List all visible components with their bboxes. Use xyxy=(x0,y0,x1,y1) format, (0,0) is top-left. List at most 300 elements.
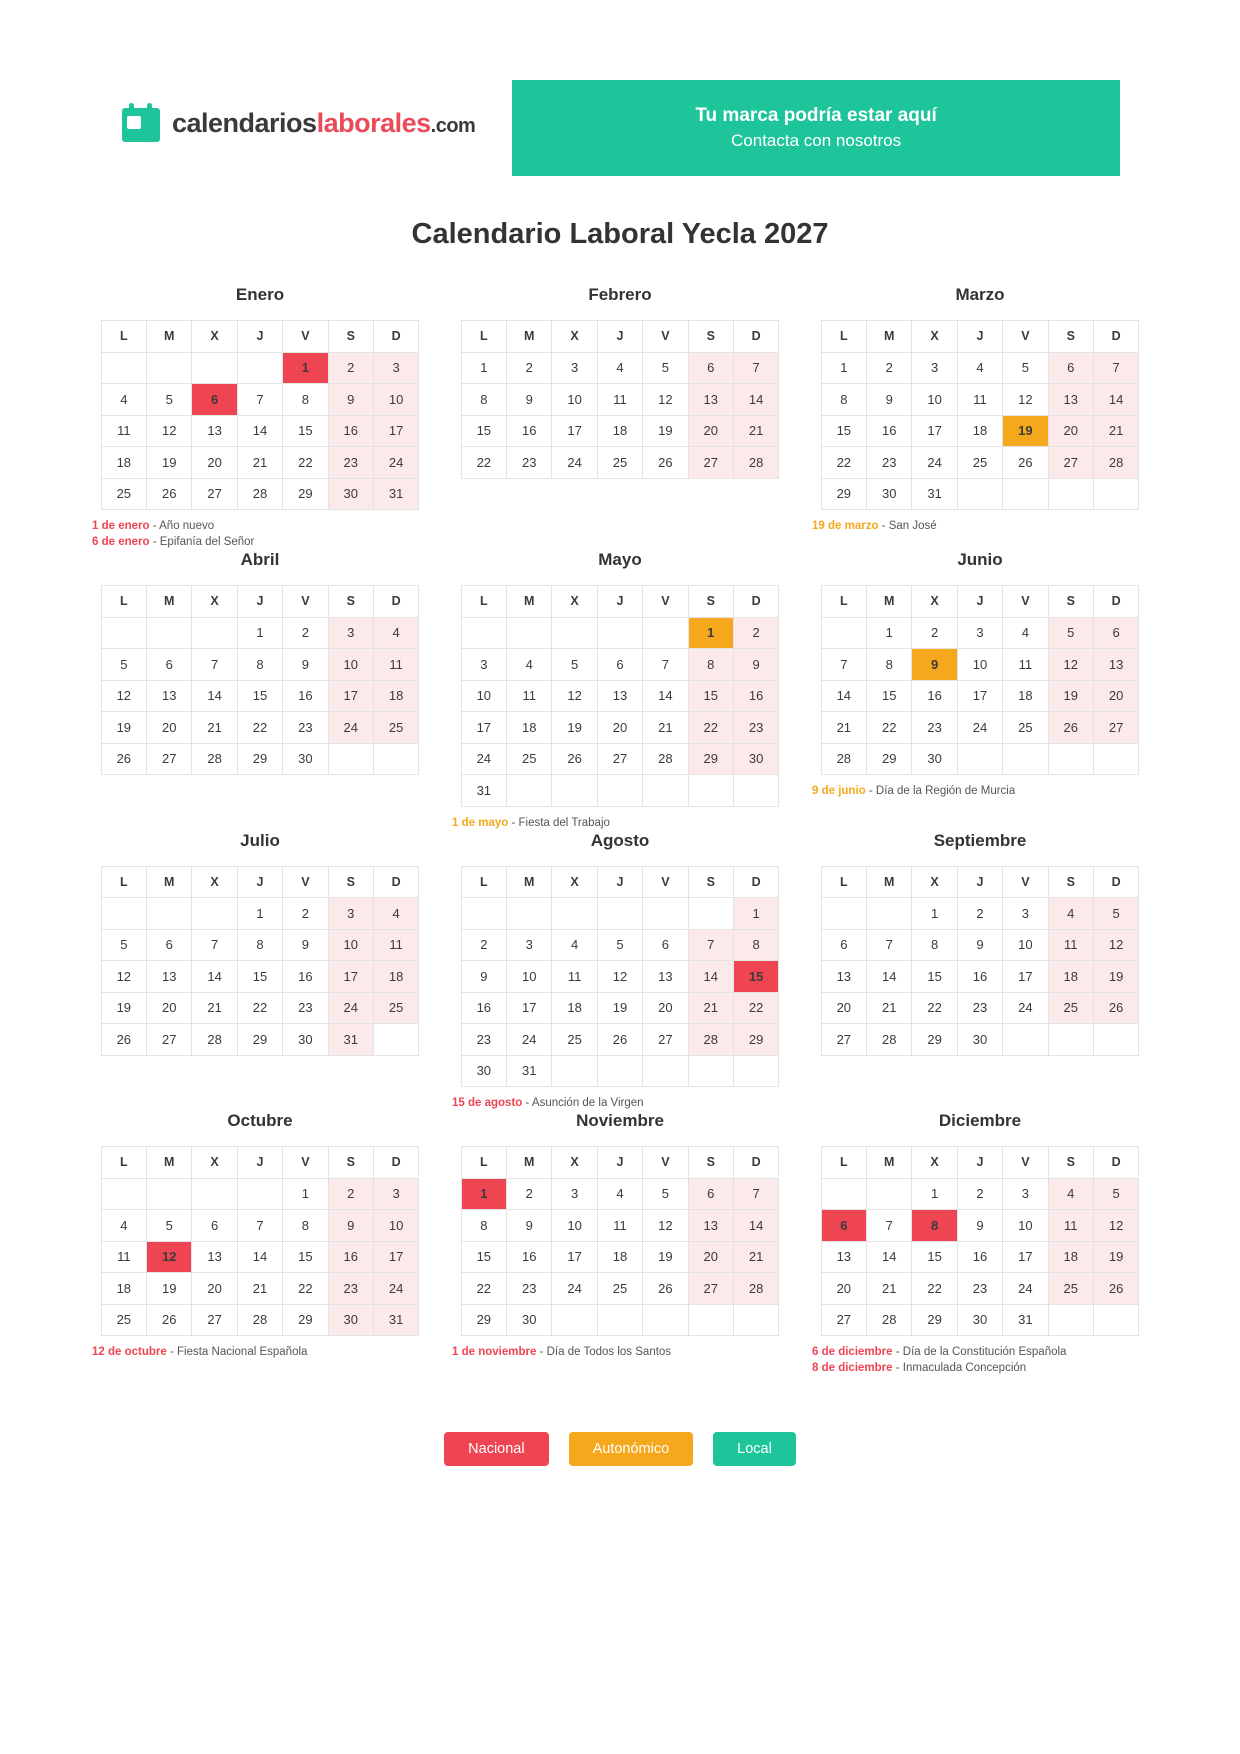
day-cell: 24 xyxy=(957,712,1002,744)
empty-cell xyxy=(597,898,642,930)
day-cell: 15 xyxy=(237,680,282,712)
day-cell: 10 xyxy=(912,384,957,416)
day-cell: 18 xyxy=(1048,1241,1093,1273)
day-cell: 16 xyxy=(461,992,506,1024)
weekday-header: S xyxy=(688,1147,733,1179)
day-cell: 9 xyxy=(283,929,328,961)
day-cell: 28 xyxy=(192,1024,237,1056)
day-cell: 22 xyxy=(688,712,733,744)
weekday-header: X xyxy=(552,586,597,618)
empty-cell xyxy=(507,898,552,930)
day-cell: 5 xyxy=(1048,617,1093,649)
week-row xyxy=(461,649,779,681)
weekday-header-row xyxy=(461,321,779,353)
empty-cell xyxy=(461,617,506,649)
weekday-header: D xyxy=(1093,1147,1138,1179)
day-cell: 28 xyxy=(733,447,778,479)
day-cell: 27 xyxy=(1093,712,1138,744)
weekday-header: J xyxy=(957,866,1002,898)
day-cell: 19 xyxy=(1093,961,1138,993)
holiday-notes xyxy=(810,1344,1150,1376)
day-cell: 4 xyxy=(373,898,418,930)
week-row xyxy=(101,680,419,712)
day-cell: 25 xyxy=(101,1304,146,1336)
empty-cell xyxy=(597,775,642,807)
holiday-cell-nacional: 1 xyxy=(461,1178,506,1210)
day-cell: 29 xyxy=(912,1304,957,1336)
month-name: Marzo xyxy=(955,285,1005,304)
day-cell: 31 xyxy=(507,1055,552,1087)
day-cell: 1 xyxy=(867,617,912,649)
month-block xyxy=(450,1111,790,1376)
day-cell: 30 xyxy=(328,1304,373,1336)
weekday-header: J xyxy=(957,321,1002,353)
day-cell: 8 xyxy=(821,384,866,416)
weekday-header: J xyxy=(957,586,1002,618)
day-cell: 25 xyxy=(1003,712,1048,744)
logo-text-part2: laborales xyxy=(316,107,431,138)
day-cell: 9 xyxy=(733,649,778,681)
day-cell: 5 xyxy=(147,384,192,416)
month-calendar-table xyxy=(461,585,780,807)
day-cell: 6 xyxy=(1093,617,1138,649)
day-cell: 14 xyxy=(867,961,912,993)
day-cell: 28 xyxy=(237,1304,282,1336)
day-cell: 26 xyxy=(1048,712,1093,744)
day-cell: 27 xyxy=(821,1024,866,1056)
week-row xyxy=(461,384,779,416)
ad-banner-headline: Tu marca podría estar aquí xyxy=(695,105,937,126)
holiday-notes xyxy=(450,487,790,497)
logo-text-part3: .com xyxy=(430,114,476,137)
legend-chip-local[interactable]: Local xyxy=(713,1432,796,1466)
holiday-note-text: Año nuevo xyxy=(159,520,215,532)
day-cell: 17 xyxy=(552,1241,597,1273)
day-cell: 21 xyxy=(867,1273,912,1305)
holiday-note-separator: - xyxy=(149,520,160,532)
day-cell: 5 xyxy=(643,352,688,384)
day-cell: 11 xyxy=(373,649,418,681)
legend-chip-autonomico[interactable]: Autonómico xyxy=(569,1432,694,1466)
holiday-note-separator: - xyxy=(892,1362,903,1374)
day-cell: 27 xyxy=(821,1304,866,1336)
weekday-header: S xyxy=(688,586,733,618)
day-cell: 19 xyxy=(101,992,146,1024)
day-cell: 10 xyxy=(1003,1210,1048,1242)
empty-cell xyxy=(643,775,688,807)
day-cell: 29 xyxy=(912,1024,957,1056)
empty-cell xyxy=(597,1304,642,1336)
day-cell: 11 xyxy=(597,384,642,416)
day-cell: 22 xyxy=(461,447,506,479)
day-cell: 13 xyxy=(643,961,688,993)
day-cell: 7 xyxy=(867,929,912,961)
day-cell: 18 xyxy=(597,415,642,447)
month-calendar-table xyxy=(101,585,420,775)
day-cell: 10 xyxy=(957,649,1002,681)
holiday-notes xyxy=(90,1064,430,1074)
day-cell: 10 xyxy=(328,929,373,961)
day-cell: 12 xyxy=(1093,929,1138,961)
day-cell: 19 xyxy=(552,712,597,744)
weekday-header: L xyxy=(101,586,146,618)
holiday-cell-nacional: 6 xyxy=(821,1210,866,1242)
empty-cell xyxy=(237,1178,282,1210)
empty-cell xyxy=(957,478,1002,510)
weekday-header: M xyxy=(507,866,552,898)
week-row xyxy=(821,898,1139,930)
day-cell: 27 xyxy=(192,478,237,510)
holiday-cell-nacional: 6 xyxy=(192,384,237,416)
day-cell: 21 xyxy=(237,1273,282,1305)
month-calendar-table xyxy=(101,1146,420,1336)
empty-cell xyxy=(688,1055,733,1087)
day-cell: 1 xyxy=(237,617,282,649)
day-cell: 2 xyxy=(461,929,506,961)
day-cell: 26 xyxy=(101,743,146,775)
day-cell: 1 xyxy=(733,898,778,930)
day-cell: 7 xyxy=(821,649,866,681)
week-row xyxy=(101,352,419,384)
day-cell: 5 xyxy=(1003,352,1048,384)
day-cell: 2 xyxy=(507,1178,552,1210)
week-row xyxy=(461,415,779,447)
holiday-cell-autonomico: 9 xyxy=(912,649,957,681)
holiday-cell-autonomico: 1 xyxy=(688,617,733,649)
weekday-header: L xyxy=(461,586,506,618)
day-cell: 25 xyxy=(373,712,418,744)
day-cell: 8 xyxy=(912,929,957,961)
month-name: Agosto xyxy=(590,830,650,850)
day-cell: 13 xyxy=(147,961,192,993)
holiday-note-text: Día de la Constitución Española xyxy=(902,1346,1067,1358)
day-cell: 9 xyxy=(867,384,912,416)
day-cell: 25 xyxy=(507,743,552,775)
day-cell: 30 xyxy=(461,1055,506,1087)
week-row xyxy=(461,1178,779,1210)
weekday-header: X xyxy=(552,866,597,898)
day-cell: 23 xyxy=(957,992,1002,1024)
day-cell: 12 xyxy=(643,384,688,416)
month-calendar-table xyxy=(821,320,1140,510)
week-row xyxy=(101,712,419,744)
week-row xyxy=(821,929,1139,961)
holiday-note-separator: - xyxy=(892,1346,903,1358)
weekday-header: M xyxy=(147,586,192,618)
day-cell: 19 xyxy=(147,1273,192,1305)
empty-cell xyxy=(507,775,552,807)
day-cell: 19 xyxy=(101,712,146,744)
day-cell: 18 xyxy=(373,680,418,712)
day-cell: 1 xyxy=(912,898,957,930)
day-cell: 8 xyxy=(283,1210,328,1242)
holiday-note xyxy=(812,518,1150,534)
day-cell: 24 xyxy=(461,743,506,775)
day-cell: 17 xyxy=(912,415,957,447)
week-row xyxy=(821,1273,1139,1305)
weekday-header-row xyxy=(101,1147,419,1179)
week-row xyxy=(461,1273,779,1305)
week-row xyxy=(821,352,1139,384)
day-cell: 30 xyxy=(912,743,957,775)
holiday-note-separator: - xyxy=(508,816,519,829)
empty-cell xyxy=(552,775,597,807)
week-row xyxy=(101,447,419,479)
day-cell: 11 xyxy=(507,680,552,712)
month-block xyxy=(450,285,790,550)
empty-cell xyxy=(957,743,1002,775)
holiday-notes xyxy=(90,1344,430,1360)
empty-cell xyxy=(461,898,506,930)
day-cell: 15 xyxy=(283,415,328,447)
day-cell: 11 xyxy=(1048,1210,1093,1242)
holiday-note-separator: - xyxy=(865,785,876,797)
holiday-note-date: 6 de diciembre xyxy=(812,1346,893,1358)
day-cell: 28 xyxy=(643,743,688,775)
day-cell: 8 xyxy=(733,929,778,961)
day-cell: 24 xyxy=(373,1273,418,1305)
weekday-header: J xyxy=(597,1147,642,1179)
week-row xyxy=(461,992,779,1024)
day-cell: 16 xyxy=(507,1241,552,1273)
day-cell: 16 xyxy=(328,1241,373,1273)
day-cell: 10 xyxy=(328,649,373,681)
day-cell: 22 xyxy=(821,447,866,479)
week-row xyxy=(461,1304,779,1336)
weekday-header: J xyxy=(237,866,282,898)
holiday-cell-nacional: 1 xyxy=(283,352,328,384)
day-cell: 18 xyxy=(552,992,597,1024)
week-row xyxy=(461,617,779,649)
day-cell: 4 xyxy=(1048,1178,1093,1210)
day-cell: 30 xyxy=(328,478,373,510)
day-cell: 13 xyxy=(821,1241,866,1273)
week-row xyxy=(461,447,779,479)
day-cell: 17 xyxy=(328,680,373,712)
day-cell: 9 xyxy=(957,929,1002,961)
day-cell: 14 xyxy=(688,961,733,993)
day-cell: 23 xyxy=(507,1273,552,1305)
holiday-notes xyxy=(450,815,790,831)
weekday-header: V xyxy=(283,1147,328,1179)
day-cell: 22 xyxy=(283,1273,328,1305)
empty-cell xyxy=(821,1178,866,1210)
month-name: Octubre xyxy=(227,1111,293,1130)
day-cell: 17 xyxy=(1003,961,1048,993)
day-cell: 23 xyxy=(461,1024,506,1056)
day-cell: 16 xyxy=(507,415,552,447)
site-logo[interactable] xyxy=(120,80,512,144)
day-cell: 15 xyxy=(821,415,866,447)
week-row xyxy=(821,712,1139,744)
page-title: Calendario Laboral Yecla 2027 xyxy=(411,218,829,250)
day-cell: 6 xyxy=(1048,352,1093,384)
day-cell: 16 xyxy=(957,961,1002,993)
month-calendar-table xyxy=(821,585,1140,775)
holiday-note-text: San José xyxy=(888,520,937,532)
empty-cell xyxy=(328,743,373,775)
day-cell: 27 xyxy=(643,1024,688,1056)
day-cell: 18 xyxy=(1003,680,1048,712)
day-cell: 25 xyxy=(957,447,1002,479)
day-cell: 3 xyxy=(373,352,418,384)
weekday-header: J xyxy=(237,586,282,618)
empty-cell xyxy=(1048,743,1093,775)
weekday-header-row xyxy=(821,1147,1139,1179)
month-name: Septiembre xyxy=(933,830,1027,850)
months-grid xyxy=(0,285,1240,1376)
week-row xyxy=(821,1024,1139,1056)
ad-banner[interactable] xyxy=(512,80,1120,176)
holiday-note-separator: - xyxy=(149,536,160,548)
week-row xyxy=(821,1241,1139,1273)
day-cell: 10 xyxy=(552,1210,597,1242)
day-cell: 8 xyxy=(461,1210,506,1242)
day-cell: 29 xyxy=(688,743,733,775)
holiday-note xyxy=(452,1344,790,1360)
week-row xyxy=(101,1210,419,1242)
month-block xyxy=(450,831,790,1112)
holiday-note xyxy=(92,534,430,550)
day-cell: 24 xyxy=(912,447,957,479)
holiday-notes xyxy=(810,1064,1150,1074)
weekday-header: L xyxy=(461,1147,506,1179)
day-cell: 7 xyxy=(237,384,282,416)
day-cell: 18 xyxy=(373,961,418,993)
day-cell: 21 xyxy=(733,415,778,447)
day-cell: 30 xyxy=(733,743,778,775)
holiday-notes xyxy=(810,783,1150,799)
holiday-note xyxy=(92,518,430,534)
weekday-header: M xyxy=(147,1147,192,1179)
day-cell: 5 xyxy=(643,1178,688,1210)
day-cell: 11 xyxy=(101,415,146,447)
day-cell: 9 xyxy=(328,384,373,416)
holiday-cell-nacional: 12 xyxy=(147,1241,192,1273)
empty-cell xyxy=(1048,1024,1093,1056)
day-cell: 7 xyxy=(733,352,778,384)
weekday-header: D xyxy=(733,586,778,618)
weekday-header: D xyxy=(1093,586,1138,618)
weekday-header: M xyxy=(507,321,552,353)
day-cell: 26 xyxy=(1093,992,1138,1024)
weekday-header: D xyxy=(1093,866,1138,898)
day-cell: 8 xyxy=(688,649,733,681)
day-cell: 22 xyxy=(912,992,957,1024)
day-cell: 22 xyxy=(912,1273,957,1305)
day-cell: 20 xyxy=(688,1241,733,1273)
weekday-header: V xyxy=(283,586,328,618)
weekday-header: D xyxy=(373,1147,418,1179)
day-cell: 12 xyxy=(552,680,597,712)
day-cell: 17 xyxy=(328,961,373,993)
weekday-header: S xyxy=(328,586,373,618)
empty-cell xyxy=(643,898,688,930)
legend-chip-nacional[interactable]: Nacional xyxy=(444,1432,548,1466)
week-row xyxy=(101,1178,419,1210)
day-cell: 20 xyxy=(821,992,866,1024)
holiday-note-text: Día de Todos los Santos xyxy=(546,1346,672,1358)
day-cell: 28 xyxy=(192,743,237,775)
day-cell: 15 xyxy=(912,1241,957,1273)
day-cell: 13 xyxy=(1093,649,1138,681)
day-cell: 5 xyxy=(147,1210,192,1242)
weekday-header: S xyxy=(328,866,373,898)
day-cell: 28 xyxy=(688,1024,733,1056)
weekday-header: L xyxy=(821,586,866,618)
empty-cell xyxy=(597,1055,642,1087)
month-name: Enero xyxy=(235,285,285,304)
day-cell: 19 xyxy=(1048,680,1093,712)
day-cell: 25 xyxy=(552,1024,597,1056)
holiday-note-text: Inmaculada Concepción xyxy=(902,1362,1027,1374)
day-cell: 22 xyxy=(867,712,912,744)
day-cell: 3 xyxy=(328,898,373,930)
day-cell: 10 xyxy=(507,961,552,993)
day-cell: 25 xyxy=(597,1273,642,1305)
day-cell: 23 xyxy=(912,712,957,744)
day-cell: 30 xyxy=(283,743,328,775)
month-name: Mayo xyxy=(598,550,642,569)
empty-cell xyxy=(867,1178,912,1210)
day-cell: 4 xyxy=(597,1178,642,1210)
day-cell: 9 xyxy=(283,649,328,681)
day-cell: 14 xyxy=(237,415,282,447)
weekday-header: X xyxy=(912,1147,957,1179)
holiday-note-text: Fiesta del Trabajo xyxy=(518,816,610,829)
empty-cell xyxy=(147,617,192,649)
day-cell: 15 xyxy=(867,680,912,712)
month-calendar-table xyxy=(461,320,780,479)
weekday-header: X xyxy=(912,866,957,898)
empty-cell xyxy=(1003,478,1048,510)
weekday-header: V xyxy=(643,321,688,353)
day-cell: 23 xyxy=(328,1273,373,1305)
weekday-header: V xyxy=(643,586,688,618)
holiday-note-date: 6 de enero xyxy=(92,536,150,548)
empty-cell xyxy=(597,617,642,649)
day-cell: 3 xyxy=(552,352,597,384)
day-cell: 31 xyxy=(461,775,506,807)
day-cell: 20 xyxy=(192,447,237,479)
calendar-icon xyxy=(120,102,162,144)
empty-cell xyxy=(552,617,597,649)
holiday-notes xyxy=(450,1095,790,1111)
legend xyxy=(0,1432,1240,1466)
day-cell: 8 xyxy=(283,384,328,416)
holiday-note-separator: - xyxy=(522,1097,532,1109)
month-calendar-table xyxy=(101,320,420,510)
day-cell: 1 xyxy=(283,1178,328,1210)
day-cell: 23 xyxy=(283,712,328,744)
day-cell: 4 xyxy=(101,1210,146,1242)
day-cell: 21 xyxy=(1093,415,1138,447)
month-name: Abril xyxy=(240,550,280,569)
holiday-note xyxy=(812,783,1150,799)
day-cell: 5 xyxy=(552,649,597,681)
holiday-note xyxy=(812,1360,1150,1376)
empty-cell xyxy=(733,775,778,807)
day-cell: 14 xyxy=(821,680,866,712)
day-cell: 24 xyxy=(373,447,418,479)
holiday-cell-autonomico: 19 xyxy=(1003,415,1048,447)
day-cell: 4 xyxy=(1048,898,1093,930)
day-cell: 30 xyxy=(283,1024,328,1056)
holiday-note xyxy=(452,1095,790,1111)
empty-cell xyxy=(192,352,237,384)
day-cell: 24 xyxy=(1003,992,1048,1024)
day-cell: 28 xyxy=(867,1304,912,1336)
